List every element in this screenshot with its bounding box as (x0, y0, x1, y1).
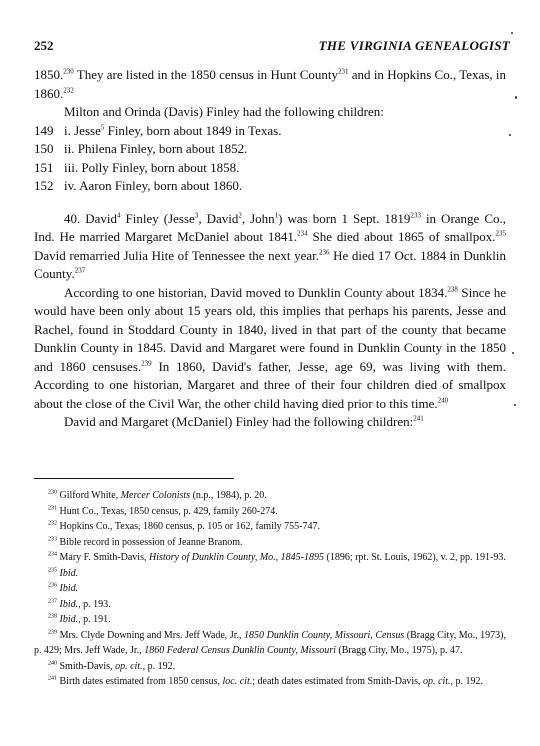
footnote-number: 236 (48, 582, 57, 589)
footnote-text: 1860 Federal Census Dunklin County, Missouri (144, 645, 336, 656)
footnote-text: Ibid. (59, 567, 79, 579)
footnote-number: 239 (48, 629, 57, 636)
paragraph-children-intro: David and Margaret (McDaniel) Finley had the following children:$^{241}$ (64, 414, 424, 429)
footnote (34, 519, 506, 535)
page-header (34, 38, 510, 58)
child-entry: 150 ii. Philena Finley, born about 1852. (34, 141, 248, 156)
footnote-text: (Bragg City, Mo., 1975), p. 47. (335, 645, 463, 656)
footnotes (34, 488, 506, 690)
footnote (34, 535, 506, 551)
footnote-text: (n.p., 1984), p. 20. (190, 490, 267, 501)
footnote (34, 566, 506, 582)
footnote-text: Mary F. Smith-Davis, (59, 552, 149, 563)
page-number: 252 (34, 38, 54, 53)
footnote-number: 237 (48, 598, 57, 605)
paragraph-entry-40: 40. David$^4$ Finley (Jesse$^3$, David$^2$, John$^1$) was born 1 Sept. 1819$^{233}$ in Orange Co., Ind. He married Margaret McDaniel about 1841.$^{234}$ She died about 1865 of smallpox.$^{235}$ David remarried Julia Hite of Tennessee the next year.$^{236}$ He died 17 Oct. 1884 in Dunklin County.$^{237}$ (34, 210, 506, 281)
footnote (34, 612, 506, 628)
footnote-text: Ibid. (59, 598, 79, 610)
footnote-text: Bible record in possession of Jeanne Branom. (59, 536, 243, 548)
footnote-number: 241 (48, 675, 57, 682)
footnote (34, 628, 506, 659)
footnote-number: 233 (48, 536, 57, 543)
footnote-text: History of Dunklin County, Mo., 1845-1895 (148, 552, 324, 563)
child-entry: 149 i. Jesse$^5$ Finley, born about 1849 in Texas. (34, 122, 282, 138)
footnote-number: 235 (48, 567, 57, 574)
footnote-text: Hopkins Co., Texas, 1860 census, p. 105 or 162, family 755-747. (59, 521, 320, 532)
footnote-text: op. cit. (423, 676, 451, 687)
footnote-text: Smith-Davis, (59, 660, 116, 672)
child-entry: 152 iv. Aaron Finley, born about 1860. (34, 178, 243, 193)
footnote-text: (Bragg City, Mo., 1973), p. 429; Mrs. Jeff Wade, Jr., (34, 629, 507, 656)
child-entry: 151 iii. Polly Finley, born about 1858. (34, 159, 240, 175)
paragraph-historian: According to one historian, David moved to Dunklin County about 1834.$^{238}$ Since he would have been only about 15 years old, this implies that perhaps his parents, Jesse and Rachel, found in Stoddard County in 1840, lived in that part of the county that became Dunklin County in 1845. David and Margaret were found in Dunklin County in the 1850 and 1860 censuses.$^{239}$ In 1860, David's father, Jesse, age 69, was living with them. According to one historian, Margaret and three of their four children died of smallpox about the close of the Civil War, the other child having died prior to this time.$^{240}$ (34, 284, 506, 411)
running-title: THE VIRGINIA GENEALOGIST (318, 38, 510, 53)
footnote (34, 504, 506, 520)
footnote-number: 232 (48, 520, 57, 527)
footnote (34, 488, 506, 504)
scan-speck (509, 134, 511, 136)
children-list (34, 122, 506, 196)
footnote-text: , p. 193. (78, 598, 111, 610)
footnote-text: Ibid. (59, 583, 79, 594)
footnote-text: Mercer Colonists (120, 490, 191, 501)
body-text (34, 66, 506, 432)
scan-speck (512, 352, 514, 354)
footnote-text: Hunt Co., Texas, 1850 census, p. 429, family 260-274. (59, 505, 278, 517)
footnote (34, 581, 506, 597)
scan-speck (511, 32, 513, 34)
footnote-text: 1850 Dunklin County, Missouri, Census (244, 629, 405, 641)
footnote-text: (1896; rpt. St. Louis, 1962), v. 2, pp. 191-93. (323, 552, 506, 563)
footnote-text: loc. cit. (222, 676, 253, 687)
footnote (34, 597, 506, 613)
footnote-text: , p. 191. (78, 614, 111, 625)
footnote-number: 240 (48, 660, 57, 667)
footnote-text: ; death dates estimated from Smith-Davis, (252, 676, 424, 687)
footnote-text: Birth dates estimated from 1850 census, (59, 676, 223, 687)
scan-speck (515, 96, 517, 99)
footnote (34, 659, 506, 675)
footnote-number: 231 (48, 505, 57, 512)
footnote-number: 238 (48, 613, 57, 620)
footnote-number: 234 (48, 551, 57, 558)
scan-speck (514, 404, 516, 406)
footnote-number: 230 (48, 489, 57, 496)
footnote (34, 674, 506, 690)
footnote-text: Mrs. Clyde Downing and Mrs. Jeff Wade, Jr., (59, 629, 245, 641)
children-intro: Milton and Orinda (Davis) Finley had the following children: (64, 104, 384, 119)
footnote-text: Ibid. (59, 614, 79, 625)
footnote (34, 550, 506, 566)
footnote-text: op. cit. (115, 660, 143, 672)
footnote-text: Gilford White, (59, 490, 121, 501)
footnote-text: , p. 192. (142, 660, 176, 672)
footnote-rule (34, 478, 234, 479)
footnote-text: , p. 192. (450, 676, 484, 687)
paragraph-continued: 1850.$^{230}$ They are listed in the 1850 census in Hunt County$^{231}$ and in Hopkins Co., Texas, in 1860.$^{232}$ (34, 67, 507, 101)
